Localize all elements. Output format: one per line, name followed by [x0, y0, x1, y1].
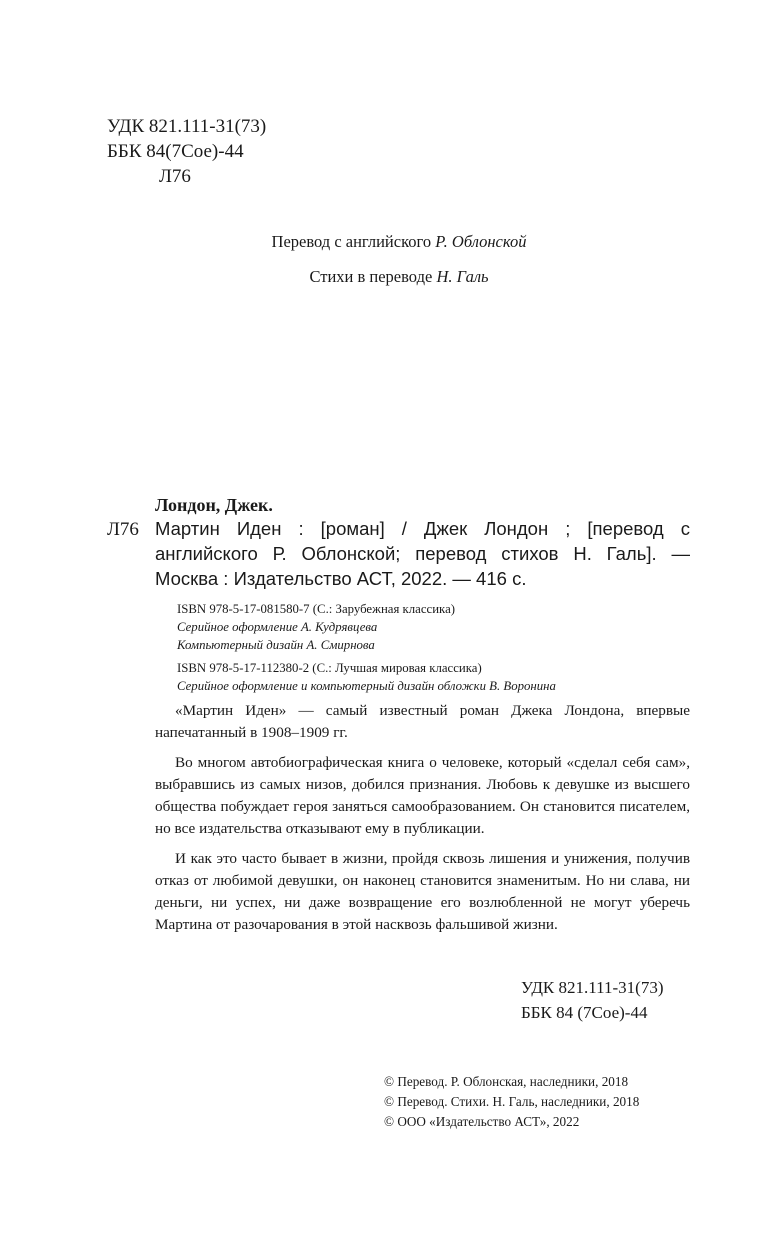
classification-codes-bottom [521, 975, 663, 1025]
design-credit: Серийное оформление А. Кудрявцева [177, 620, 378, 634]
bbk-code: ББК 84(7Сое)-44 [107, 141, 244, 162]
isbn-number: ISBN 978-5-17-112380-2 (С.: Лучшая мировая классика) [177, 661, 482, 675]
annotation-paragraph: И как это часто бывает в жизни, пройдя сквозь лишения и унижения, получив отказ от любимой девушки, он наконец становится знаменитым. Но ни слава, ни деньги, ни успех, ни даже возвращение его возлюбленной не могут уберечь Мартина от разочарования в этой насквозь фальшивой жизни. [155, 850, 690, 933]
isbn-number: ISBN 978-5-17-081580-7 (С.: Зарубежная классика) [177, 602, 456, 616]
verse-translation-credit [0, 267, 768, 287]
copyright-line: © ООО «Издательство АСТ», 2022 [384, 1114, 580, 1129]
bib-line: Мартин Иден : [роман] / Джек Лондон ; [перевод с [155, 518, 690, 539]
classification-codes-top [107, 114, 266, 189]
isbn-block [177, 659, 556, 695]
translator-name: Р. Облонской [435, 232, 527, 251]
author-heading: Лондон, Джек. [155, 495, 273, 515]
author-mark: Л76 [159, 166, 191, 187]
verse-translator-name: Н. Галь [436, 267, 489, 286]
design-credit: Компьютерный дизайн А. Смирнова [177, 638, 375, 652]
annotation-paragraph: «Мартин Иден» — самый известный роман Джека Лондона, впервые напечатанный в 1908–1909 гг. [155, 702, 690, 741]
bib-line: Москва : Издательство АСТ, 2022. — 416 с. [155, 568, 527, 589]
annotation [155, 700, 690, 944]
bbk-code: ББК 84 (7Сое)-44 [521, 1003, 648, 1022]
udk-code: УДК 821.111-31(73) [521, 978, 664, 997]
udk-code: УДК 821.111-31(73) [107, 116, 267, 137]
translation-label: Перевод с английского [271, 232, 432, 251]
annotation-paragraph: Во многом автобиографическая книга о человеке, который «сделал себя сам», выбравшись из самых низов, добился признания. Любовь к девушке из высшего общества побуждает героя заняться самообразованием. Он становится писателем, но все издательства отказывают ему в публикации. [155, 754, 690, 837]
copyright-notices [384, 1072, 639, 1132]
design-credit: Серийное оформление и компьютерный дизайн обложки В. Воронина [177, 679, 556, 693]
copyright-line: © Перевод. Стихи. Н. Галь, наследники, 2018 [384, 1094, 640, 1109]
copyright-line: © Перевод. Р. Облонская, наследники, 2018 [384, 1074, 629, 1089]
verse-label: Стихи в переводе [309, 267, 433, 286]
bib-line: английского Р. Облонской; перевод стихов Н. Галь]. — [155, 543, 690, 564]
translation-credit [0, 232, 768, 252]
author-mark-side: Л76 [107, 519, 139, 540]
bibliographic-description [155, 516, 690, 591]
isbn-block [177, 600, 455, 654]
